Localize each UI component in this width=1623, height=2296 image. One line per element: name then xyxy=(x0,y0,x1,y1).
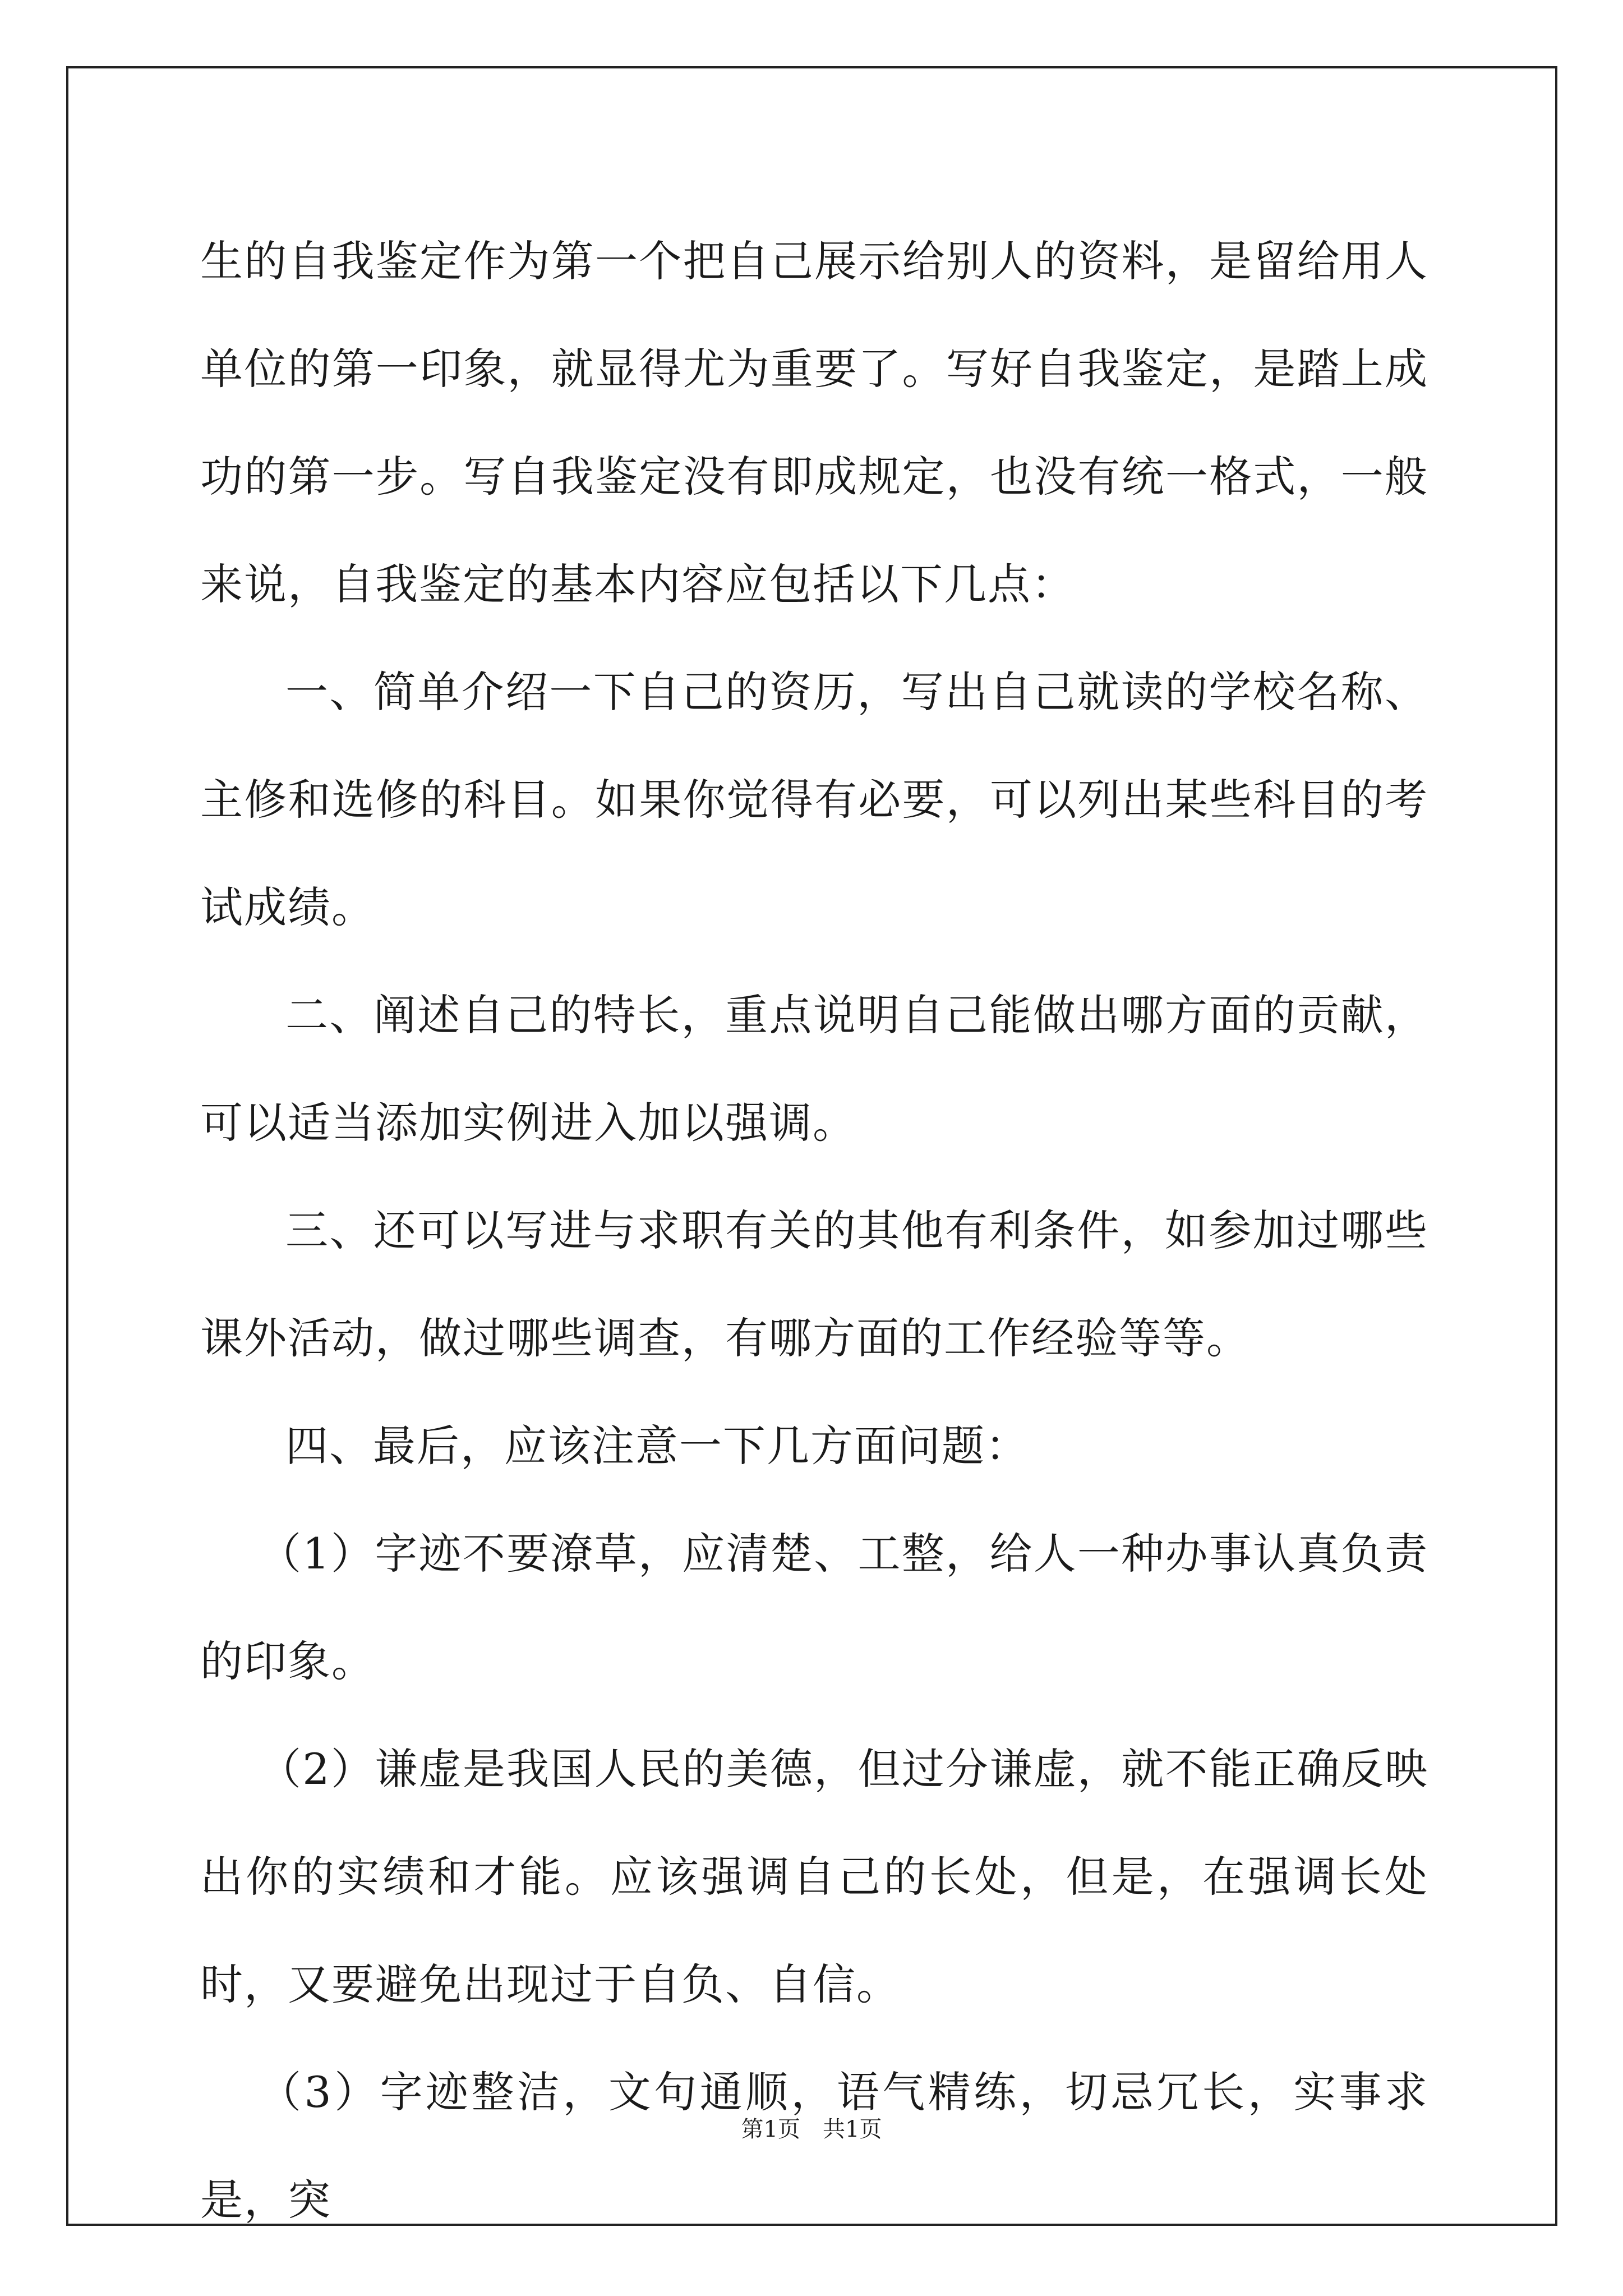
paragraph-item-2: 二、阐述自己的特长，重点说明自己能做出哪方面的贡献，可以适当添加实例进入加以强调。 xyxy=(200,990,1428,1148)
paragraph-item-1: 一、简单介绍一下自己的资历，写出自己就读的学校名称、主修和选修的科目。如果你觉得有必要，可以列出某些科目的考试成绩。 xyxy=(200,667,1428,932)
paragraph-item-4: 四、最后，应该注意一下几方面问题： xyxy=(285,1421,1029,1471)
paragraph-subitem-2: （2）谦虚是我国人民的美德，但过分谦虚，就不能正确反映出你的实绩和才能。应该强调自己的长处，但是，在强调长处时，又要避免出现过于自负、自信。 xyxy=(200,1744,1428,2009)
paragraph-subitem-3: （3）字迹整洁，文句通顺，语气精练，切忌冗长，实事求是，突 xyxy=(200,2067,1428,2225)
page-number-footer: 第1页 共1页 xyxy=(741,2116,882,2142)
paragraph-continuation: 生的自我鉴定作为第一个把自己展示给别人的资料，是留给用人单位的第一印象，就显得尤为重要了。写好自我鉴定，是踏上成功的第一步。写自我鉴定没有即成规定，也没有统一格式，一般来说，自我鉴定的基本内容应包括以下几点： xyxy=(200,236,1428,609)
paragraph-subitem-1: （1）字迹不要潦草，应清楚、工整，给人一种办事认真负责的印象。 xyxy=(200,1529,1428,1686)
document-body xyxy=(200,208,1428,2254)
paragraph-item-3: 三、还可以写进与求职有关的其他有利条件，如参加过哪些课外活动，做过哪些调查，有哪方面的工作经验等等。 xyxy=(200,1205,1428,1363)
